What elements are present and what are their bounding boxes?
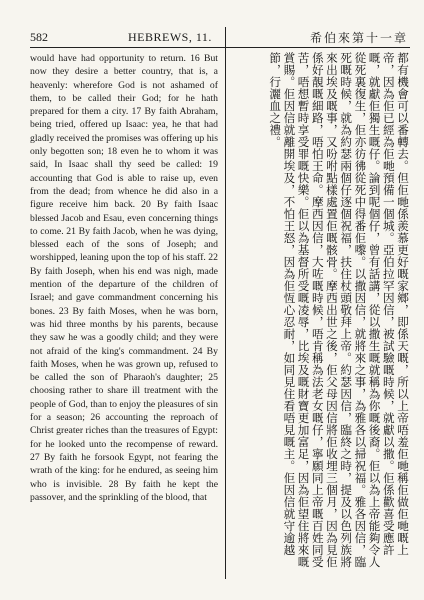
header-divider xyxy=(225,27,226,47)
chapter-title: HEBREWS, 11. xyxy=(128,30,212,44)
cjk-column: 都有機會可以番轉去。但佢哋係羨慕更好嘅家鄉，即係天嘅，所以上帝唔羞佢哋稱佢做佢哋嘅上帝，因為佢已經為佢哋預備一個城。亞伯拉罕因信，被試驗嘅時候，就獻以撒。佢係歡喜受應許嘅，就獻佢獨生嘅仔。論到呢個仔，曾有話講，從以撒生嘅就稱為你嘅後裔。佢以為上帝能夠令人從死裏復生，佢亦彷彿從死中得番佢嚟。以撒因信，就將來之事，為雅各以掃祝福。雅各因信，臨死嘅時候，就為約瑟兩個仔逐個祝福，扶住杖頭敬拜上帝。約瑟因信，臨終之時，提及以色列族將來出埃及嘅事，又吩咐點樣處置佢嘅骸骨。摩西出世之後，佢父母因信將佢收埋三個月，因為見佢係好靚嘅細路，唔怕王命。摩西因信，大咗嘅時候，唔肯稱為法老女嘅仔，寧願同上帝嘅百姓同受苦，唔想暫時享受罪嘅快樂。佢以為基督所受嘅凌辱，比埃及嘅財寶更加富足，因為佢望住將來嘅賞賜。佢因信就離開埃及，不怕王怒，因為佢恆心忍耐，如同見住看唔見嘅主。佢因信就守逾越節，行灑血之禮。 xyxy=(268,52,410,568)
page-number: 582 xyxy=(30,30,48,44)
page-header xyxy=(30,27,410,48)
column-divider xyxy=(225,47,226,579)
english-text: would have had opportunity to return. 16 But now they desire a better country, that is, a heavenly: wherefore God is not ashamed of them, to be called their God; for he hath prepared for them a city. 17 By faith Abraham, being tried, offered up Isaac: yea, he that had gladly received the promises was offering up his only begotten son; 18 even he to whom it was said, In Isaac shall thy seed be called: 19 accounting that God is able to raise up, even from the dead; from whence he did also in a figure receive him back. 20 By faith Isaac blessed Jacob and Esau, even concerning things to come. 21 By faith Jacob, when he was dying, blessed each of the sons of Joseph; and worshipped, leaning upon the top of his staff. 22 By faith Joseph, when his end was nigh, made mention of the departure of the children of Israel; and gave commandment concerning his bones. 23 By faith Moses, when he was born, was hid three months by his parents, because they saw he was a goodly child; and they were not afraid of the king's commandment. 24 By faith Moses, when he was grown up, refused to be called the son of Pharaoh's daughter; 25 choosing rather to share ill treatment with the people of God, than to enjoy the pleasures of sin for a season; 26 accounting the reproach of Christ greater riches than the treasures of Egypt: for he looked unto the recompense of reward. 27 By faith he forsook Egypt, not fearing the wrath of the king: for he endured, as seeing him who is invisible. 28 By faith he kept the passover, and the sprinkling of the blood, that xyxy=(30,53,218,503)
cjk-chapter-title: 希伯來第十一章 xyxy=(309,31,408,45)
english-column xyxy=(30,52,218,504)
